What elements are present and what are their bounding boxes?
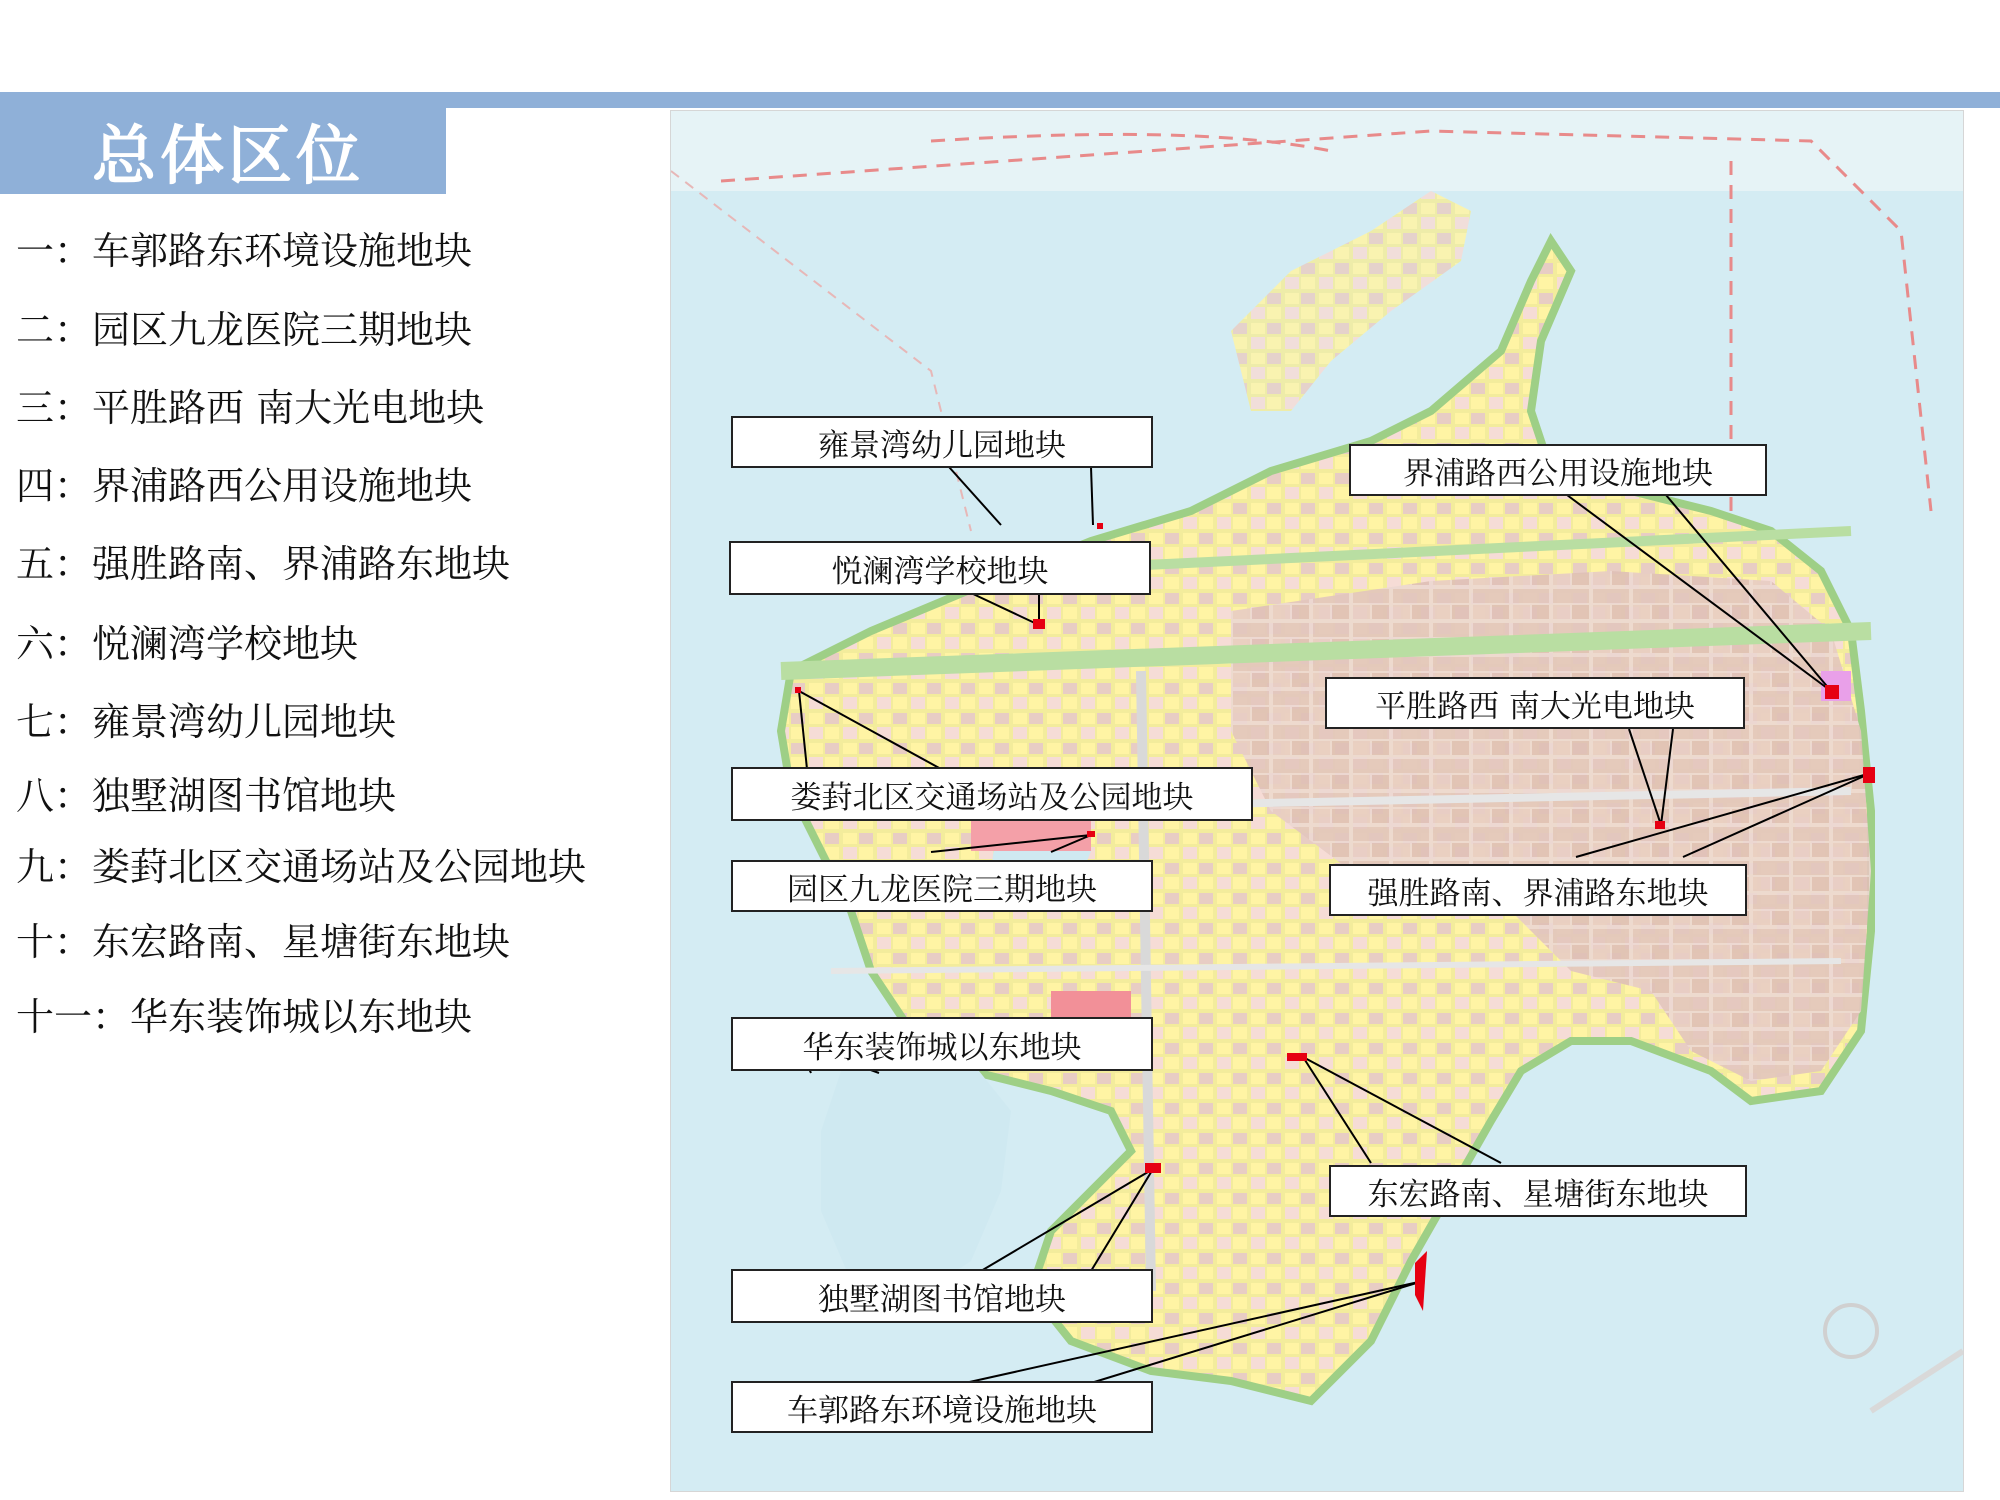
- callout-qiangsheng: 强胜路南、界浦路东地块: [1329, 864, 1747, 916]
- site-list-item: 七：雍景湾幼儿园地块: [16, 700, 397, 744]
- callout-jiepu-west: 界浦路西公用设施地块: [1349, 444, 1767, 496]
- site-list-item: 四：界浦路西公用设施地块: [16, 464, 473, 508]
- site-marker-jiepu-west: [1825, 685, 1839, 699]
- site-marker-donghong: [1287, 1053, 1307, 1061]
- callout-pingsheng: 平胜路西 南大光电地块: [1325, 677, 1745, 729]
- title-box: [0, 108, 446, 194]
- callout-huadong: 华东装饰城以东地块: [731, 1017, 1153, 1071]
- page-title: 总体区位: [92, 120, 364, 194]
- site-list-item: 十一：华东装饰城以东地块: [16, 995, 473, 1039]
- upper-lake: [671, 111, 1963, 191]
- site-marker-jiulong: [1087, 831, 1095, 837]
- site-list-item: 九：娄葑北区交通场站及公园地块: [16, 845, 587, 889]
- callout-jiulong: 园区九龙医院三期地块: [731, 860, 1153, 912]
- site-marker-qiangsheng: [1863, 767, 1875, 783]
- site-list-item: 一：车郭路东环境设施地块: [16, 229, 473, 273]
- site-list-item: 六：悦澜湾学校地块: [16, 622, 359, 666]
- site-list-item: 八：独墅湖图书馆地块: [16, 774, 397, 818]
- callout-loufeng: 娄葑北区交通场站及公园地块: [731, 767, 1253, 821]
- site-list-item: 二：园区九龙医院三期地块: [16, 308, 473, 352]
- site-list-item: 三：平胜路西 南大光电地块: [16, 386, 485, 430]
- callout-yongjingwan: 雍景湾幼儿园地块: [731, 416, 1153, 468]
- site-marker-loufeng: [795, 687, 801, 693]
- site-marker-dushuhu: [1145, 1163, 1161, 1173]
- site-list-item: 五：强胜路南、界浦路东地块: [16, 542, 511, 586]
- site-marker-yongjingwan: [1097, 523, 1103, 529]
- callout-chequo: 车郭路东环境设施地块: [731, 1381, 1153, 1433]
- land-use-map: [670, 110, 1964, 1492]
- site-list-item: 十：东宏路南、星塘街东地块: [16, 920, 511, 964]
- callout-donghong: 东宏路南、星塘街东地块: [1329, 1165, 1747, 1217]
- site-marker-pingsheng: [1655, 821, 1665, 829]
- callout-yuelanwan: 悦澜湾学校地块: [729, 541, 1151, 595]
- callout-dushuhu: 独墅湖图书馆地块: [731, 1269, 1153, 1323]
- site-marker-yuelanwan: [1033, 619, 1045, 629]
